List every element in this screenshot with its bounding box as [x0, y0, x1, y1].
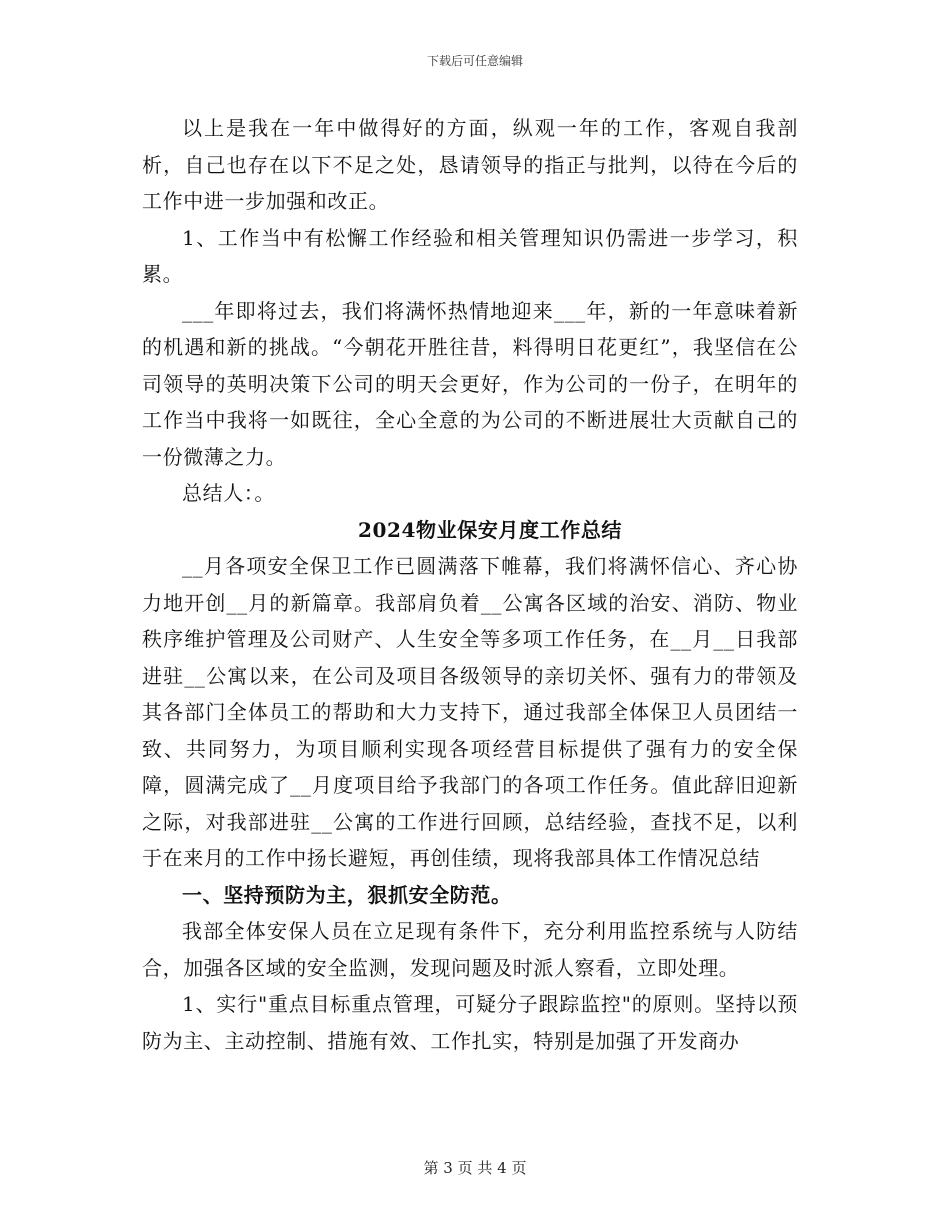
paragraph-prevention: 我部全体安保人员在立足现有条件下，充分利用监控系统与人防结合，加强各区域的安全监测，发现问题及时派人察看，立即处理。 — [142, 919, 798, 980]
paragraph-new-year: ___年即将过去，我们将满怀热情地迎来___年，新的一年意味着新的机遇和新的挑战。“今朝花开胜往昔，料得明日花更红”，我坚信在公司领导的英明决策下公司的明天会更好，作为公司的一份子，在明年的工作当中我将一如既往，全心全意的为公司的不断进展壮大贡献自己的一份微薄之力。 — [142, 298, 798, 469]
page-footer: 第 3 页 共 4 页 — [423, 1159, 527, 1177]
paragraph-signature: 总结人：。 — [182, 481, 275, 505]
paragraph-principle-1: 1、实行"重点目标重点管理，可疑分子跟踪监控"的原则。坚持以预防为主、主动控制、措施有效、工作扎实，特别是加强了开发商办 — [142, 992, 798, 1053]
paragraph-shortcoming-1: 1、工作当中有松懈工作经验和相关管理知识仍需进一步学习，积累。 — [142, 225, 798, 286]
paragraph-intro: __月各项安全保卫工作已圆满落下帷幕，我们将满怀信心、齐心协力地开创__月的新篇章。我部肩负着__公寓各区域的治安、消防、物业秩序维护管理及公司财产、人生安全等多项工作任务，在__月__日我部进驻__公寓以来，在公司及项目各级领导的亲切关怀、强有力的带领及其各部门全体员工的帮助和大力支持下，通过我部全体保卫人员团结一致、共同努力，为项目顺利实现各项经营目标提供了强有力的安全保障，圆满完成了__月度项目给予我部门的各项工作任务。值此辞旧迎新之际，对我部进驻__公寓的工作进行回顾，总结经验，查找不足，以利于在来月的工作中扬长避短，再创佳绩，现将我部具体工作情况总结 — [142, 554, 798, 870]
document-body — [142, 110, 798, 1059]
paragraph-self-review: 以上是我在一年中做得好的方面，纵观一年的工作，客观自我剖析，自己也存在以下不足之处，恳请领导的指正与批判，以待在今后的工作中进一步加强和改正。 — [142, 116, 798, 213]
section-heading-1: 一、坚持预防为主，狠抓安全防范。 — [182, 882, 512, 907]
page-header: 下载后可任意编辑 — [426, 54, 523, 68]
section-title: 2024物业保安月度工作总结 — [357, 517, 623, 542]
